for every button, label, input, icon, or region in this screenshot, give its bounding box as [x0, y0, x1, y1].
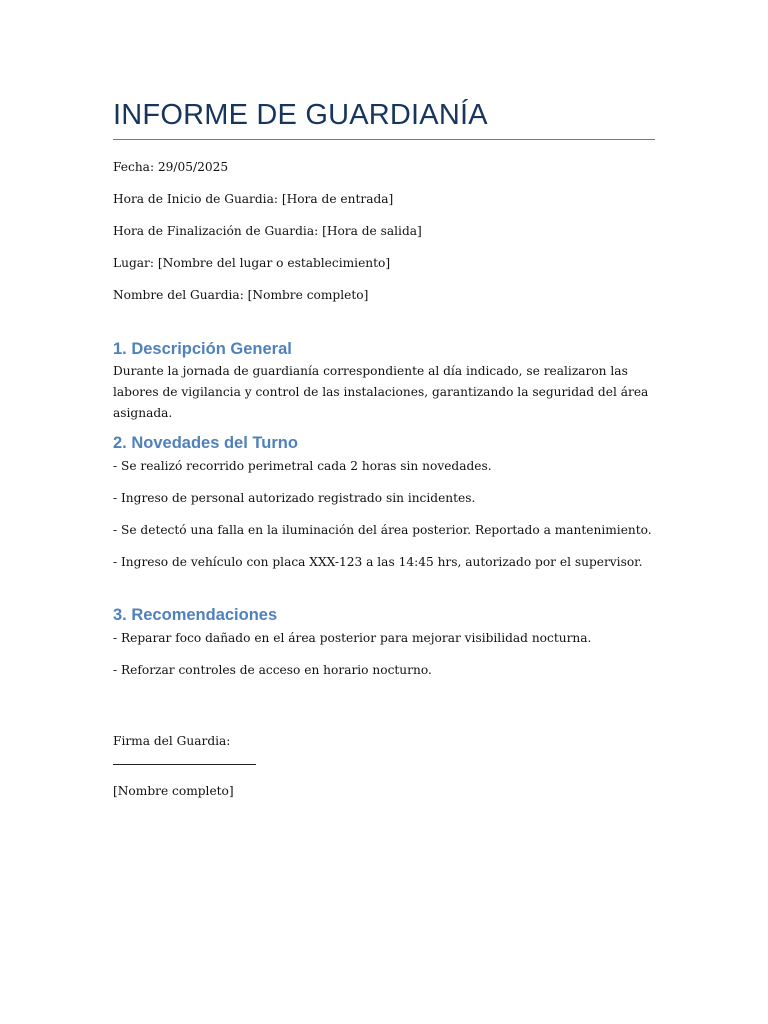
section-general-paragraph: Durante la jornada de guardianía correspondiente al día indicado, se realizaron las labores de vigilancia y control de las instalaciones, garantizando la seguridad del área asignada.	[113, 364, 649, 420]
news-item: - Se realizó recorrido perimetral cada 2 horas sin novedades.	[113, 459, 492, 473]
news-item: - Ingreso de vehículo con placa XXX-123 a las 14:45 hrs, autorizado por el supervisor.	[113, 555, 643, 569]
info-end-time: Hora de Finalización de Guardia: [Hora de salida]	[113, 224, 422, 238]
title-underline	[113, 139, 655, 140]
section-heading-news: 2. Novedades del Turno	[113, 434, 298, 452]
news-item: - Se detectó una falla en la iluminación del área posterior. Reportado a mantenimiento.	[113, 523, 652, 537]
recommendation-item: - Reforzar controles de acceso en horario nocturno.	[113, 663, 432, 677]
signature-name: [Nombre completo]	[113, 784, 234, 798]
section-heading-general: 1. Descripción General	[113, 340, 292, 358]
info-guard-name: Nombre del Guardia: [Nombre completo]	[113, 288, 369, 302]
news-item: - Ingreso de personal autorizado registrado sin incidentes.	[113, 491, 476, 505]
info-start-time: Hora de Inicio de Guardia: [Hora de entrada]	[113, 192, 394, 206]
signature-line	[113, 764, 256, 765]
recommendation-item: - Reparar foco dañado en el área posterior para mejorar visibilidad nocturna.	[113, 631, 592, 645]
document-title: INFORME DE GUARDIANÍA	[113, 99, 488, 131]
info-date: Fecha: 29/05/2025	[113, 160, 229, 174]
section-heading-recommendations: 3. Recomendaciones	[113, 606, 278, 624]
info-location: Lugar: [Nombre del lugar o establecimiento]	[113, 256, 391, 270]
signature-label: Firma del Guardia:	[113, 734, 231, 748]
